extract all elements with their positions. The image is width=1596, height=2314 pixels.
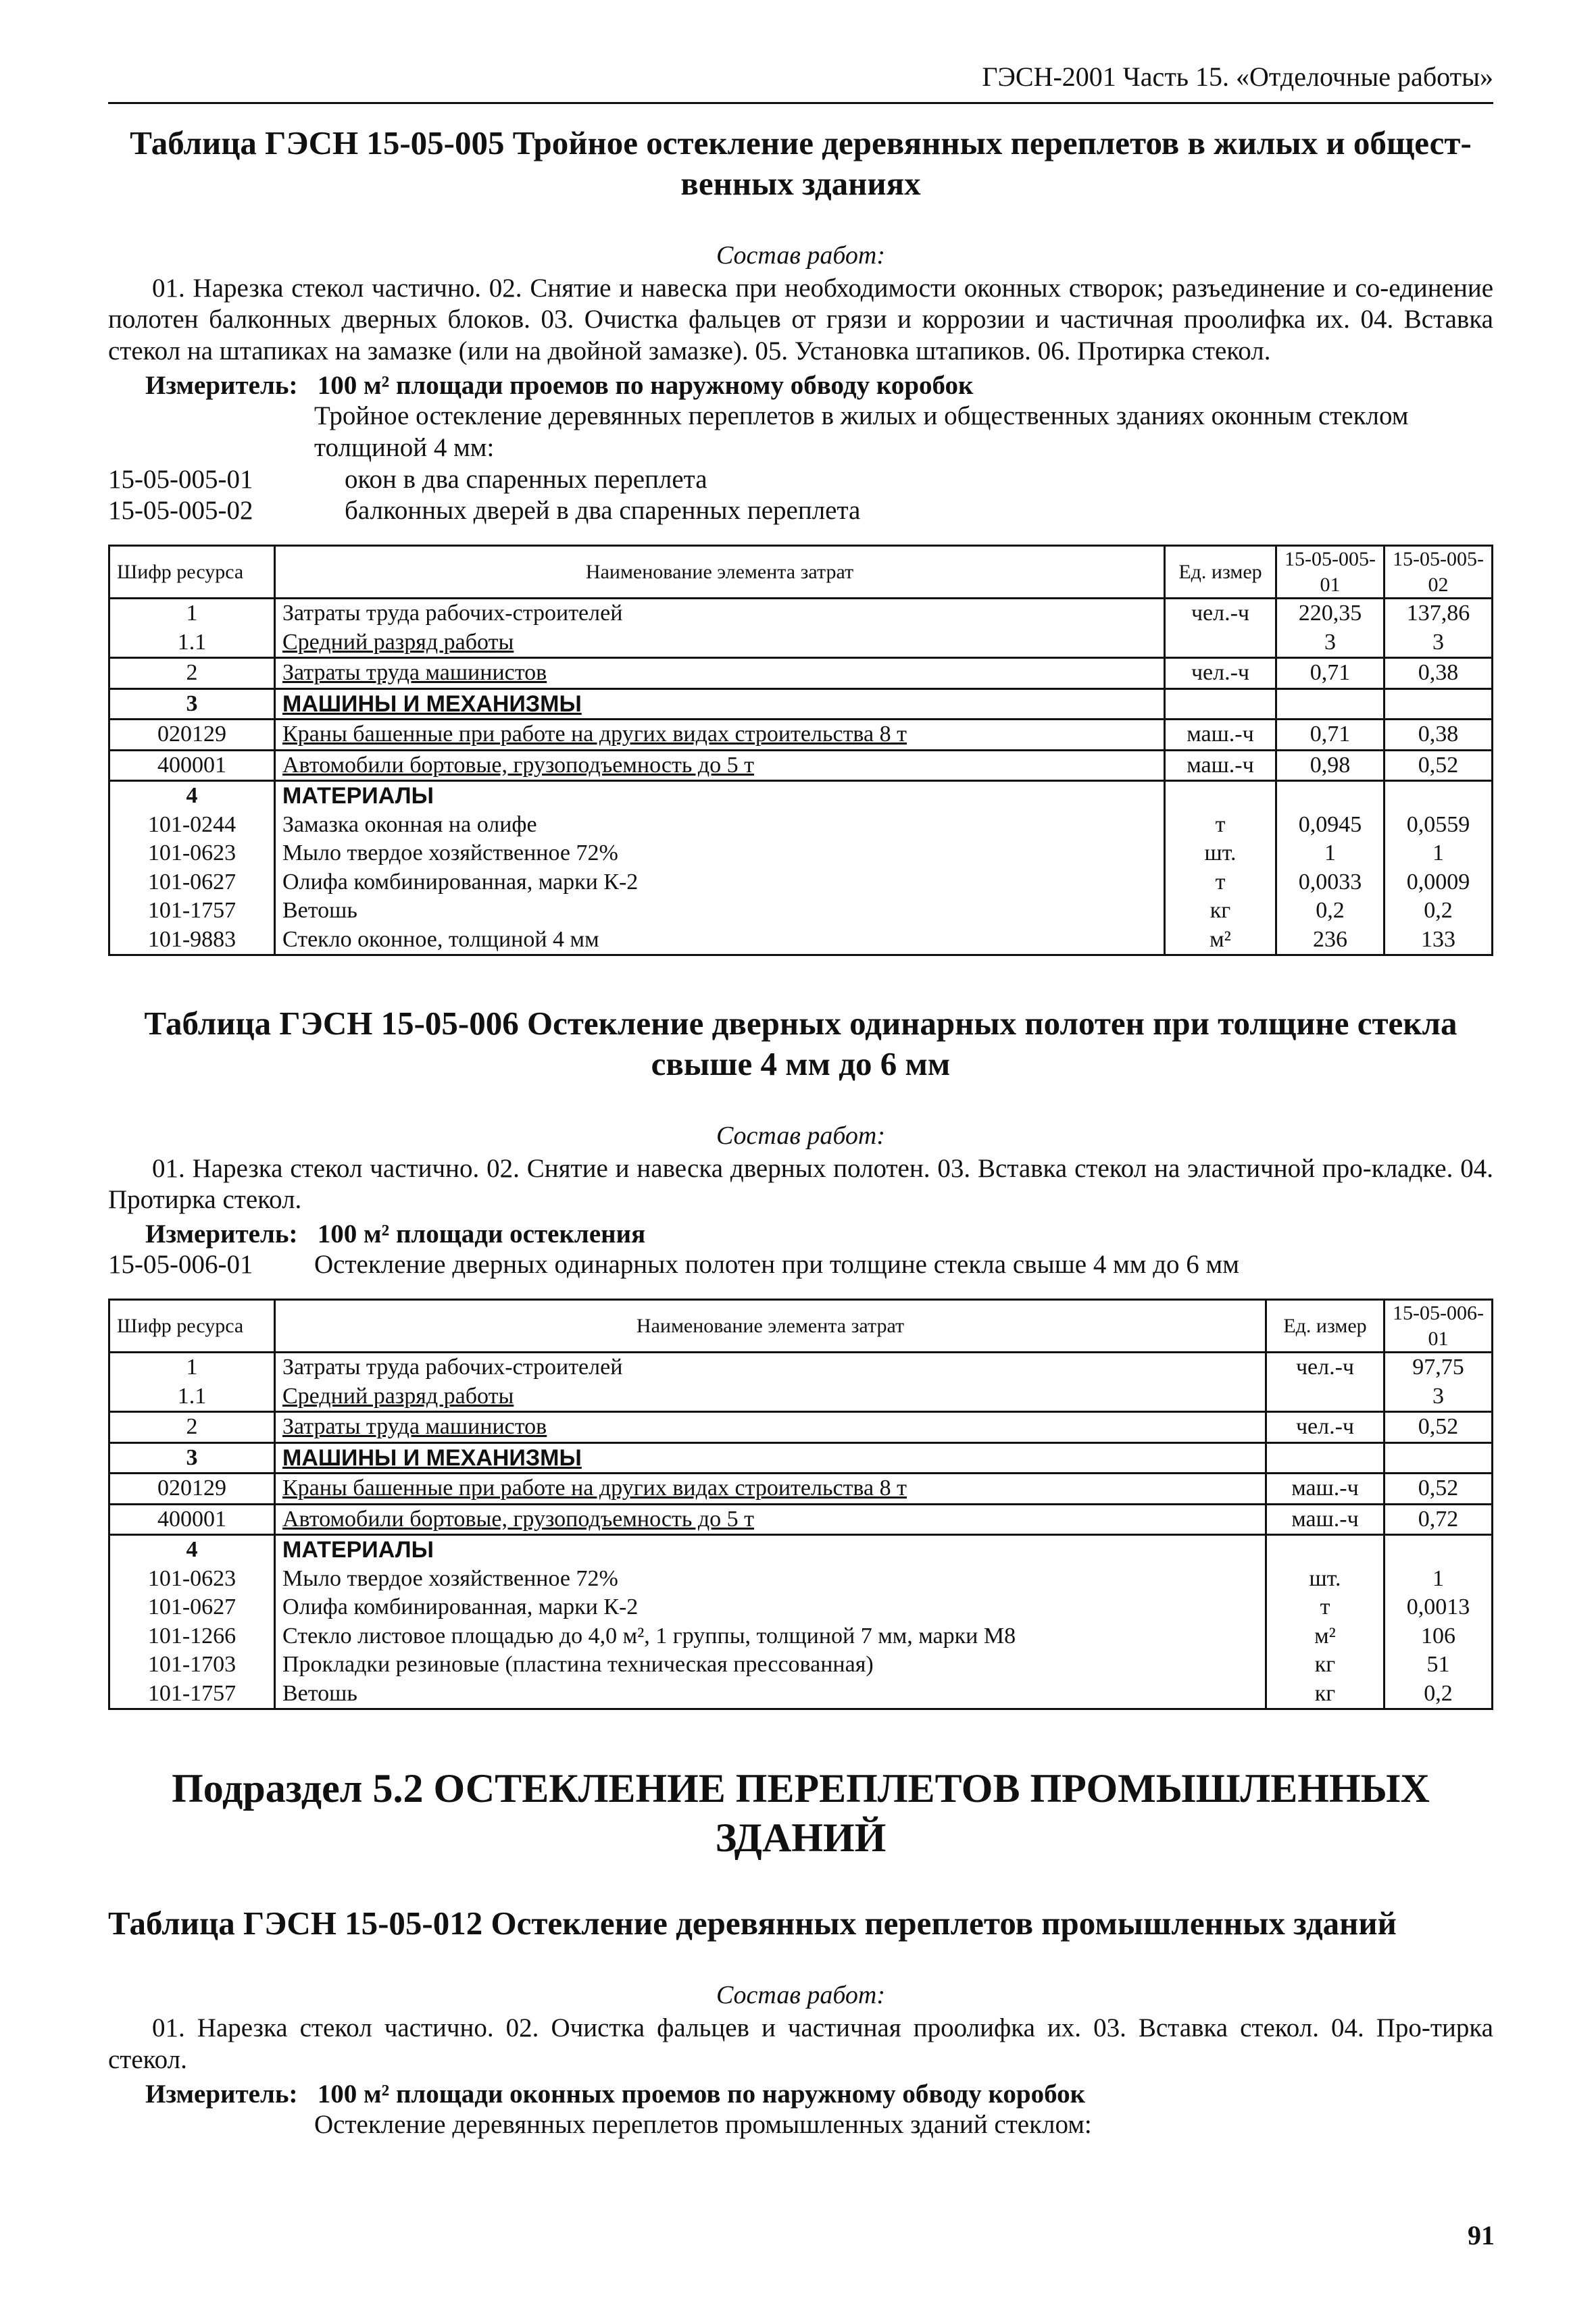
table-row — [109, 628, 1493, 658]
table2-measure-value: 100 м² площади остекления — [317, 1219, 646, 1249]
table-row — [109, 1565, 1493, 1594]
cell-value-2: 0,2 — [1385, 897, 1493, 926]
cell-value-2: 3 — [1385, 628, 1493, 658]
cell-code: 1.1 — [109, 628, 275, 658]
running-header: ГЭСН-2001 Часть 15. «Отделочные работы» — [108, 61, 1493, 104]
table1-sostav-label: Состав работ: — [716, 241, 886, 270]
table2-resources — [108, 1299, 1493, 1710]
cell-unit: маш.-ч — [1266, 1504, 1385, 1535]
cell-unit: т — [1165, 811, 1276, 840]
cell-unit: кг — [1266, 1680, 1385, 1709]
table3-measure-value: 100 м² площади оконных проемов по наружному обводу коробок — [317, 2079, 1086, 2109]
cell-name: Средний разряд работы — [275, 628, 1165, 658]
cell-code: 4 — [109, 781, 275, 811]
cell-unit: т — [1165, 868, 1276, 897]
cell-name: Олифа комбинированная, марки К-2 — [275, 868, 1165, 897]
cell-value-1: 0,0945 — [1276, 811, 1385, 840]
table-header-row — [109, 1300, 1493, 1353]
cell-value-1: 0,0033 — [1276, 868, 1385, 897]
header-col2: 15-05-005-02 — [1385, 546, 1493, 599]
document-page — [108, 61, 1493, 2141]
cell-value-2: 0,0009 — [1385, 868, 1493, 897]
cell-code: 101-0623 — [109, 839, 275, 868]
cell-code: 3 — [109, 1442, 275, 1474]
cell-unit — [1266, 1535, 1385, 1565]
table2-sostav-label: Состав работ: — [716, 1121, 886, 1150]
cell-value-1: 0,2 — [1385, 1680, 1493, 1709]
variant-text: Остекление дверных одинарных полотен при толщине стекла свыше 4 мм до 6 мм — [314, 1250, 1239, 1280]
cell-unit: кг — [1266, 1651, 1385, 1680]
cell-code: 101-1757 — [109, 1680, 275, 1709]
cell-name: Стекло оконное, толщиной 4 мм — [275, 926, 1165, 955]
cell-code: 020129 — [109, 720, 275, 751]
cell-unit: шт. — [1165, 839, 1276, 868]
cell-unit — [1165, 688, 1276, 720]
table3-work-text: 01. Нарезка стекол частично. 02. Очистка фальцев и частичная проолифка их. 03. Вставка стекол. 04. Про-тирка стекол. — [108, 2013, 1493, 2074]
cell-name: Мыло твердое хозяйственное 72% — [275, 1565, 1266, 1594]
cell-value-1: 220,35 — [1276, 599, 1385, 628]
table1-work-text: 01. Нарезка стекол частично. 02. Снятие и навеска при необходимости оконных створок; разъединение и со-единение полотен балконных дверных блоков. 03. Очистка фальцев от грязи и коррозии и частичная проолифка их. 04. Вставка стекол на штапиках на замазке (или на двойной замазке). 05. Установка штапиков. 06. Протирка стекол. — [108, 273, 1493, 366]
cell-value-1: 0,52 — [1385, 1474, 1493, 1505]
table1-variant — [108, 495, 1493, 527]
table-row — [109, 868, 1493, 897]
table-row — [109, 599, 1493, 628]
cell-value-1 — [1385, 1535, 1493, 1565]
header-code: Шифр ресурса — [109, 546, 275, 599]
cell-value-1: 236 — [1276, 926, 1385, 955]
cell-value-2 — [1385, 688, 1493, 720]
cell-value-1: 0,2 — [1276, 897, 1385, 926]
cell-name: Автомобили бортовые, грузоподъемность до 5 т — [275, 1504, 1266, 1535]
cell-name: Средний разряд работы — [275, 1382, 1266, 1412]
cell-code: 2 — [109, 658, 275, 689]
table2-work-text: 01. Нарезка стекол частично. 02. Снятие и навеска дверных полотен. 03. Вставка стекол на эластичной про-кладке. 04. Протирка стекол. — [108, 1153, 1493, 1215]
table3-description: Остекление деревянных переплетов промышленных зданий стеклом: — [314, 2109, 1092, 2139]
cell-name: Автомобили бортовые, грузоподъемность до 5 т — [275, 750, 1165, 781]
cell-value-2: 0,52 — [1385, 750, 1493, 781]
table-row — [109, 811, 1493, 840]
table3-sostav-label: Состав работ: — [716, 1981, 886, 2010]
cell-unit: чел.-ч — [1165, 658, 1276, 689]
cell-name: Затраты труда рабочих-строителей — [275, 599, 1165, 628]
header-unit: Ед. измер — [1266, 1300, 1385, 1353]
cell-unit: чел.-ч — [1266, 1412, 1385, 1443]
cell-unit: м² — [1266, 1622, 1385, 1651]
table-row — [109, 1651, 1493, 1680]
cell-unit: маш.-ч — [1165, 750, 1276, 781]
cell-value-1: 106 — [1385, 1622, 1493, 1651]
cell-code: 1.1 — [109, 1382, 275, 1412]
cell-unit: маш.-ч — [1266, 1474, 1385, 1505]
subsection-title: Подраздел 5.2 ОСТЕКЛЕНИЕ ПЕРЕПЛЕТОВ ПРОМЫШЛЕННЫХ ЗДАНИЙ — [172, 1766, 1430, 1861]
cell-unit: м² — [1165, 926, 1276, 955]
table-row — [109, 926, 1493, 955]
cell-name: Прокладки резиновые (пластина техническая прессованная) — [275, 1651, 1266, 1680]
header-col1: 15-05-006-01 — [1385, 1300, 1493, 1353]
header-name: Наименование элемента затрат — [275, 546, 1165, 599]
cell-value-2 — [1385, 781, 1493, 811]
cell-value-2: 133 — [1385, 926, 1493, 955]
cell-code: 2 — [109, 1412, 275, 1443]
header-name: Наименование элемента затрат — [275, 1300, 1266, 1353]
table-row — [109, 897, 1493, 926]
cell-value-2: 0,38 — [1385, 720, 1493, 751]
cell-code: 1 — [109, 599, 275, 628]
cell-value-1: 97,75 — [1385, 1353, 1493, 1382]
cell-name: Мыло твердое хозяйственное 72% — [275, 839, 1165, 868]
header-unit: Ед. измер — [1165, 546, 1276, 599]
cell-name: Затраты труда рабочих-строителей — [275, 1353, 1266, 1382]
table-row — [109, 1474, 1493, 1505]
cell-code: 101-9883 — [109, 926, 275, 955]
cell-code: 3 — [109, 688, 275, 720]
table1-measure — [108, 370, 1493, 401]
cell-name: Олифа комбинированная, марки К-2 — [275, 1593, 1266, 1622]
table3-measure-label: Измеритель: — [145, 2079, 298, 2109]
cell-code: 101-1703 — [109, 1651, 275, 1680]
cell-name: Затраты труда машинистов — [275, 1412, 1266, 1443]
table2-title: Таблица ГЭСН 15-05-006 Остекление дверных одинарных полотен при толщине стекла свыше 4 мм до 6 мм — [144, 1005, 1457, 1082]
cell-code: 400001 — [109, 750, 275, 781]
table1-measure-value: 100 м² площади проемов по наружному обводу коробок — [317, 370, 974, 400]
cell-name: Ветошь — [275, 897, 1165, 926]
cell-value-1 — [1276, 781, 1385, 811]
table-row — [109, 658, 1493, 689]
cell-value-2: 1 — [1385, 839, 1493, 868]
table-row — [109, 1680, 1493, 1709]
table1-measure-label: Измеритель: — [145, 370, 298, 400]
cell-value-1: 0,0013 — [1385, 1593, 1493, 1622]
table1-title: Таблица ГЭСН 15-05-005 Тройное остекление деревянных переплетов в жилых и общест-венных зданиях — [130, 124, 1472, 202]
cell-value-1: 0,98 — [1276, 750, 1385, 781]
cell-code: 020129 — [109, 1474, 275, 1505]
table-row — [109, 688, 1493, 720]
cell-name: МАТЕРИАЛЫ — [275, 1535, 1266, 1565]
cell-name: Затраты труда машинистов — [275, 658, 1165, 689]
variant-code: 15-05-005-02 — [108, 496, 253, 526]
table-row — [109, 720, 1493, 751]
cell-unit — [1165, 628, 1276, 658]
cell-name: МАТЕРИАЛЫ — [275, 781, 1165, 811]
cell-name: Замазка оконная на олифе — [275, 811, 1165, 840]
table1-description: Тройное остекление деревянных переплетов в жилых и общественных зданиях оконным стеклом толщиной 4 мм: — [314, 401, 1409, 462]
cell-value-1: 0,52 — [1385, 1412, 1493, 1443]
cell-code: 101-1266 — [109, 1622, 275, 1651]
table-row — [109, 1622, 1493, 1651]
cell-unit — [1165, 781, 1276, 811]
variant-code: 15-05-006-01 — [108, 1250, 253, 1280]
cell-code: 4 — [109, 1535, 275, 1565]
cell-value-1 — [1276, 688, 1385, 720]
cell-code: 101-1757 — [109, 897, 275, 926]
cell-value-2: 137,86 — [1385, 599, 1493, 628]
cell-name: Ветошь — [275, 1680, 1266, 1709]
table-row — [109, 1412, 1493, 1443]
variant-code: 15-05-005-01 — [108, 464, 253, 494]
cell-name: Краны башенные при работе на других видах строительства 8 т — [275, 720, 1165, 751]
table2-measure — [108, 1219, 1493, 1249]
table2-measure-label: Измеритель: — [145, 1219, 298, 1249]
table-row — [109, 1353, 1493, 1382]
cell-code: 101-0627 — [109, 868, 275, 897]
cell-code: 1 — [109, 1353, 275, 1382]
cell-name: Краны башенные при работе на других видах строительства 8 т — [275, 1474, 1266, 1505]
cell-unit: кг — [1165, 897, 1276, 926]
cell-value-1: 0,72 — [1385, 1504, 1493, 1535]
table-header-row — [109, 546, 1493, 599]
cell-code: 400001 — [109, 1504, 275, 1535]
table-row — [109, 1535, 1493, 1565]
cell-value-1: 0,71 — [1276, 720, 1385, 751]
cell-name: МАШИНЫ И МЕХАНИЗМЫ — [275, 1442, 1266, 1474]
cell-value-1: 51 — [1385, 1651, 1493, 1680]
page-number: 91 — [1468, 2220, 1495, 2250]
table1-variant — [108, 464, 1493, 496]
cell-unit: чел.-ч — [1266, 1353, 1385, 1382]
table-row — [109, 1593, 1493, 1622]
table-row — [109, 1442, 1493, 1474]
variant-text: окон в два спаренных переплета — [345, 464, 707, 494]
cell-value-2: 0,0559 — [1385, 811, 1493, 840]
table-row — [109, 1382, 1493, 1412]
cell-value-1: 3 — [1385, 1382, 1493, 1412]
table-row — [109, 750, 1493, 781]
header-code: Шифр ресурса — [109, 1300, 275, 1353]
table-row — [109, 839, 1493, 868]
table3-measure — [108, 2079, 1493, 2109]
cell-unit — [1266, 1442, 1385, 1474]
header-col1: 15-05-005-01 — [1276, 546, 1385, 599]
cell-unit: шт. — [1266, 1565, 1385, 1594]
cell-code: 101-0627 — [109, 1593, 275, 1622]
cell-unit: т — [1266, 1593, 1385, 1622]
table3-title: Таблица ГЭСН 15-05-012 Остекление деревянных переплетов промышленных зданий — [108, 1905, 1397, 1942]
table2-variant — [108, 1249, 1493, 1281]
cell-unit — [1266, 1382, 1385, 1412]
table-row — [109, 1504, 1493, 1535]
cell-value-1: 1 — [1276, 839, 1385, 868]
table-row — [109, 781, 1493, 811]
cell-unit: маш.-ч — [1165, 720, 1276, 751]
cell-name: МАШИНЫ И МЕХАНИЗМЫ — [275, 688, 1165, 720]
cell-name: Стекло листовое площадью до 4,0 м², 1 группы, толщиной 7 мм, марки М8 — [275, 1622, 1266, 1651]
cell-value-1: 1 — [1385, 1565, 1493, 1594]
cell-value-1 — [1385, 1442, 1493, 1474]
table1-resources — [108, 545, 1493, 956]
cell-value-2: 0,38 — [1385, 658, 1493, 689]
cell-value-1: 3 — [1276, 628, 1385, 658]
cell-code: 101-0244 — [109, 811, 275, 840]
variant-text: балконных дверей в два спаренных переплета — [345, 496, 861, 526]
cell-value-1: 0,71 — [1276, 658, 1385, 689]
cell-unit: чел.-ч — [1165, 599, 1276, 628]
cell-code: 101-0623 — [109, 1565, 275, 1594]
